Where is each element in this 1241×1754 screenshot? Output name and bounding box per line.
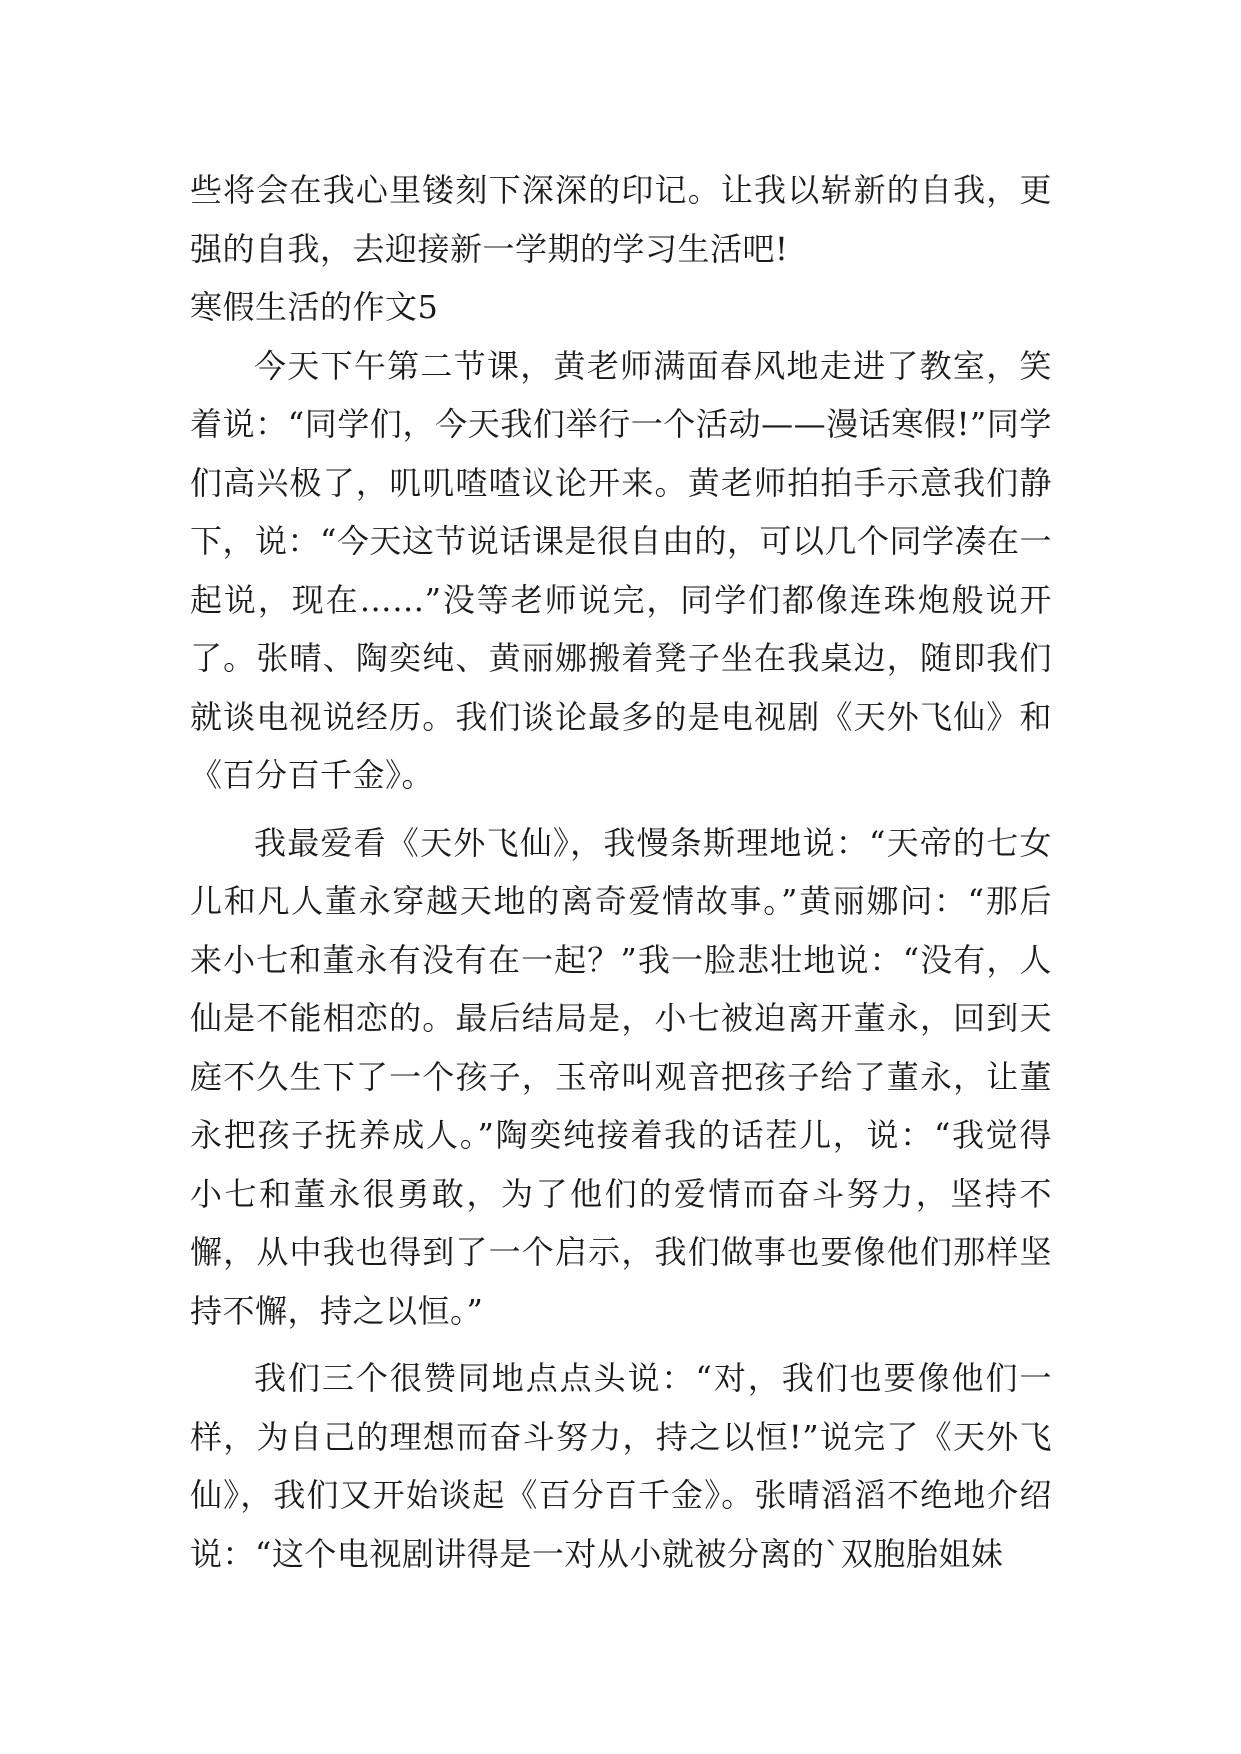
continuation-paragraph: 些将会在我心里镂刻下深深的印记。让我以崭新的自我，更强的自我，去迎接新一学期的学习生活吧! [190,171,1052,268]
paragraph-3: 我们三个很赞同地点点头说：“对，我们也要像他们一样，为自己的理想而奋斗努力，持之以恒!”说完了《天外飞仙》，我们又开始谈起《百分百千金》。张晴滔滔不绝地介绍说：“这个电视剧讲得是一对从小就被分离的`双胞胎姐妹 [190,1359,1052,1573]
paragraph-2: 我最爱看《天外飞仙》，我慢条斯理地说：“天帝的七女儿和凡人董永穿越天地的离奇爱情故事。”黄丽娜问：“那后来小七和董永有没有在一起？”我一脸悲壮地说：“没有，人仙是不能相恋的。最后结局是，小七被迫离开董永，回到天庭不久生下了一个孩子，玉帝叫观音把孩子给了董永，让董永把孩子抚养成人。”陶奕纯接着我的话茬儿，说：“我觉得小七和董永很勇敢，为了他们的爱情而奋斗努力，坚持不懈，从中我也得到了一个启示，我们做事也要像他们那样坚持不懈，持之以恒。” [190,823,1052,1330]
paragraph-1: 今天下午第二节课，黄老师满面春风地走进了教室，笑着说：“同学们，今天我们举行一个活动——漫话寒假!”同学们高兴极了，叽叽喳喳议论开来。黄老师拍拍手示意我们静下，说：“今天这节说话课是很自由的，可以几个同学凑在一起说，现在……”没等老师说完，同学们都像连珠炮般说开了。张晴、陶奕纯、黄丽娜搬着凳子坐在我桌边，随即我们就谈电视说经历。我们谈论最多的是电视剧《天外飞仙》和《百分百千金》。 [190,346,1052,794]
document-body [190,161,1052,1592]
section-title: 寒假生活的作文5 [190,288,439,326]
